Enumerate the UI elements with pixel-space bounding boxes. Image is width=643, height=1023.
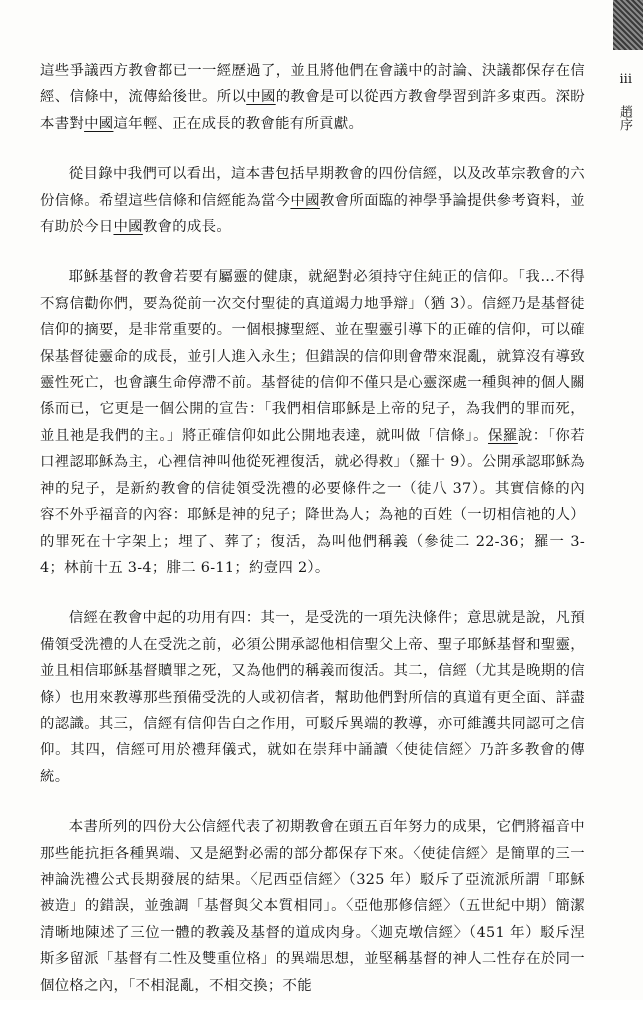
- text-run: 教會所面臨的神學爭論提供參考資料，並有助於今日: [40, 192, 585, 236]
- text-run: 耶穌基督的教會若要有屬靈的健康，就絕對必須持守住純正的信仰。「我…不得不寫信勸你們，要為從前一次交付聖徒的真道竭力地爭辯」（猶 3）。信經乃是基督徒信仰的摘要，是非常重要的。一個根據聖經、並在聖靈引導下的正確的信仰，可以確保基督徒靈命的成長，並引人進入永生；但錯誤的信仰則會帶來混亂，就算沒有導致靈性死亡，也會讓生命停滯不前。基督徒的信仰不僅只是心靈深處一種與神的個人關係而已，它更是一個公開的宣告：「我們相信耶穌是上帝的兒子，為我們的罪而死，並且祂是我們的主。」將正確信仰如此公開地表達，就叫做「信條」。: [40, 269, 585, 444]
- text-run: 這年輕、正在成長的教會能有所貢獻。: [113, 115, 364, 132]
- underlined-proper-name: 中國: [113, 219, 143, 236]
- paragraph-3: [40, 264, 585, 581]
- text-run: 的教會是可以從西方教會學習到許多東西。深盼本書對: [40, 89, 585, 132]
- chapter-tab-marker: [613, 0, 643, 50]
- page-number: iii: [619, 72, 632, 87]
- text-run: 教會的成長。: [142, 219, 232, 236]
- text-run: 信經在教會中起的功用有四：其一，是受洗的一項先決條件；意思就是說，凡預備領受洗禮的人在受洗之前，必須公開承認他相信聖父上帝、聖子耶穌基督和聖靈，並且相信耶穌基督贖罪之死，又為他們的稱義而復活。其二，信經（尤其是晚期的信條）也用來教導那些預備受洗的人或初信者，幫助他們對所信的真道有更全面、詳盡的認識。其三，信經有信仰告白之作用，可駁斥異端的教導，亦可維護共同認可之信仰。其四，信經可用於禮拜儀式，就如在崇拜中誦讀〈使徒信經〉乃許多教會的傳統。: [40, 610, 585, 785]
- text-run: 本書所列的四份大公信經代表了初期教會在頭五百年努力的成果，它們將福音中那些能抗拒各種異端、又是絕對必需的部分都保存下來。〈使徒信經〉是簡單的三一神論洗禮公式長期發展的結果。〈尼西亞信經〉（325 年）駁斥了亞流派所謂「耶穌被造」的錯誤，並強調「基督與父本質相同」。〈亞他那修信經〉（五世紀中期）簡潔清晰地陳述了三位一體的教義及基督的道成肉身。〈迦克墩信經〉（451 年）駁斥涅斯多留派「基督有二性及雙重位格」的異端思想，並堅稱基督的神人二性存在於同一個位格之內，「不相混亂，不相交換；不能: [40, 819, 585, 994]
- text-run: 這些爭議西方教會都已一一經歷過了，並且將他們在會議中的討論、決議都保存在信經、信條中，流傳給後世。所以: [40, 63, 585, 106]
- text-run: 說：「你若口裡認耶穌為主，心裡信神叫他從死裡復活，就必得救」（羅十 9）。公開承認耶穌為神的兒子，是新約教會的信徒領受洗禮的必要條件之一（徒八 37）。其實信條的內容不外乎福音的內容：耶穌是神的兒子；降世為人；為祂的百姓（一切相信祂的人）的罪死在十字架上；埋了、葬了；復活，為叫他們稱義（參徒二 22-36；羅一 3-4；林前十五 3-4；腓二 6-11；約壹四 2）。: [40, 427, 585, 576]
- paragraph-2: [40, 161, 585, 240]
- paragraph-5: [40, 814, 585, 999]
- underlined-proper-name: 保羅: [488, 427, 518, 444]
- underlined-proper-name: 中國: [290, 192, 320, 209]
- paragraph-1: [40, 58, 585, 137]
- body-text: [40, 58, 585, 1023]
- underlined-proper-name: 中國: [246, 89, 276, 106]
- text-run: 從目錄中我們可以看出，這本書包括早期教會的四份信經，以及改革宗教會的六份信條。希望這些信條和信經能為當今: [40, 166, 585, 209]
- underlined-proper-name: 中國: [84, 115, 114, 132]
- section-title-vertical: 趙序: [617, 105, 632, 131]
- paragraph-4: [40, 605, 585, 790]
